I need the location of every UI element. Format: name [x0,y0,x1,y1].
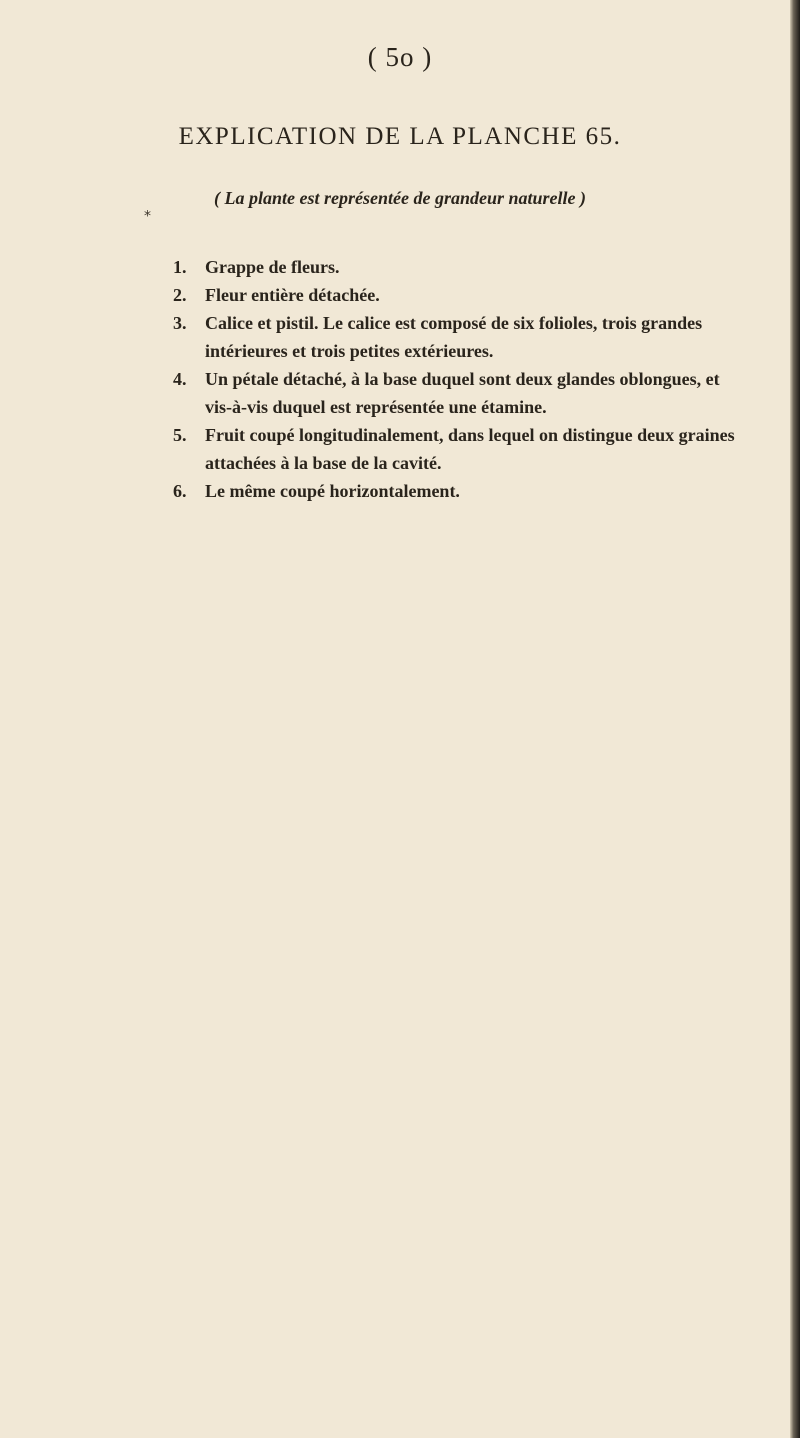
item-number: 2. [173,285,187,305]
item-text-continuation: vis-à-vis duquel est représentée une étamine. [205,397,547,417]
list-item [0,253,800,281]
item-text: Fruit coupé longitudinalement, dans lequel on distingue deux graines [205,425,735,445]
list-item [0,421,800,477]
plate-explanation-list [0,253,800,505]
page-number: ( 5o ) [367,42,433,72]
item-text: Calice et pistil. Le calice est composé de six folioles, trois grandes [205,313,703,333]
item-text-continuation: intérieures et trois petites extérieures. [205,341,494,361]
item-number: 6. [173,481,187,501]
item-number: 5. [173,425,187,445]
item-text: Fleur entière détachée. [205,285,380,305]
item-text-continuation: attachées à la base de la cavité. [205,453,442,473]
item-number: 4. [173,369,187,389]
list-item [0,365,800,421]
item-text: Grappe de fleurs. [205,257,340,277]
margin-mark: ⁎ [144,204,151,220]
list-item [0,309,800,365]
item-text: Le même coupé horizontalement. [205,481,460,501]
item-number: 1. [173,257,187,277]
list-item [0,477,800,505]
item-text: Un pétale détaché, à la base duquel sont deux glandes oblongues, et [205,369,720,389]
page-subtitle: ( La plante est représentée de grandeur naturelle ) [214,188,586,208]
page-edge-shadow [790,0,800,1438]
list-item [0,281,800,309]
page-title: EXPLICATION DE LA PLANCHE 65. [178,123,622,150]
item-number: 3. [173,313,187,333]
